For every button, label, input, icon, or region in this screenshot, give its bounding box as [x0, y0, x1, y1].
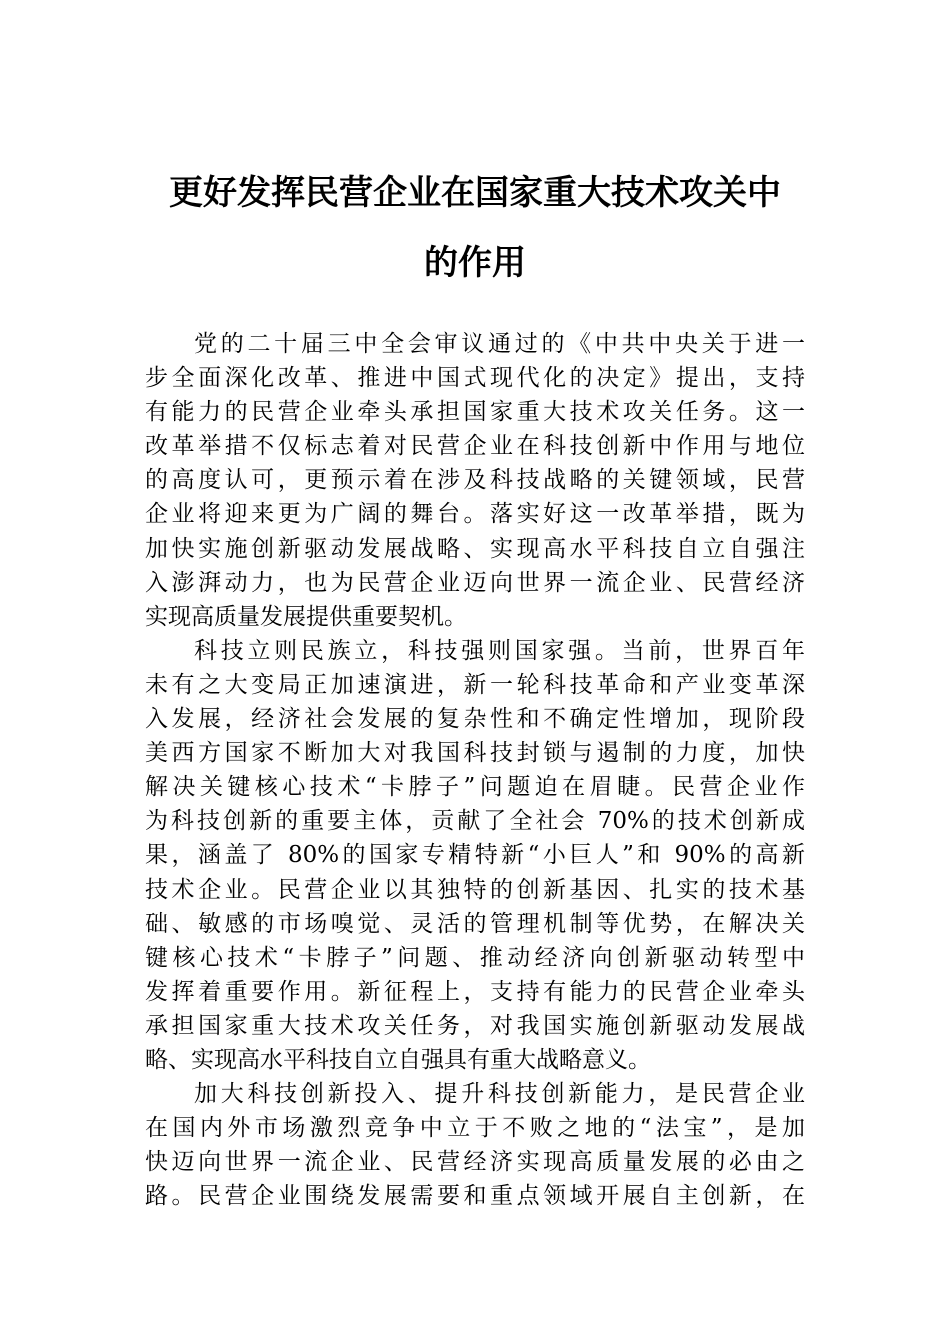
paragraph: [145, 1077, 805, 1213]
paragraph-line: 础、敏感的市场嗅觉、灵活的管理机制等优势，在解决关: [145, 910, 805, 937]
paragraph-line: 技术企业。民营企业以其独特的创新基因、扎实的技术基: [145, 876, 805, 903]
paragraph-line: 改革举措不仅标志着对民营企业在科技创新中作用与地位: [145, 433, 805, 460]
paragraph-line: 果，涵盖了 80%的国家专精特新“小巨人”和 90%的高新: [145, 842, 805, 869]
paragraph-line: 解决关键核心技术“卡脖子”问题迫在眉睫。民营企业作: [145, 774, 805, 801]
paragraph-line: 承担国家重大技术攻关任务，对我国实施创新驱动发展战: [145, 1012, 805, 1039]
paragraph-line: 为科技创新的重要主体，贡献了全社会 70%的技术创新成: [145, 808, 805, 835]
paragraph-line: 键核心技术“卡脖子”问题、推动经济向创新驱动转型中: [145, 944, 805, 971]
paragraph-line: 快迈向世界一流企业、民营经济实现高质量发展的必由之: [145, 1149, 805, 1176]
paragraph: [145, 327, 805, 634]
title-line-1: 更好发挥民营企业在国家重大技术攻关中: [169, 173, 781, 213]
paragraph-line: 入澎湃动力，也为民营企业迈向世界一流企业、民营经济: [145, 569, 805, 596]
paragraph-line: 在国内外市场激烈竞争中立于不败之地的“法宝”，是加: [145, 1115, 805, 1142]
paragraph-line: 实现高质量发展提供重要契机。: [145, 603, 467, 630]
paragraph-line: 企业将迎来更为广阔的舞台。落实好这一改革举措，既为: [145, 501, 805, 528]
paragraph: [145, 634, 805, 1077]
paragraph-line: 有能力的民营企业牵头承担国家重大技术攻关任务。这一: [145, 399, 805, 426]
paragraph-line: 党的二十届三中全会审议通过的《中共中央关于进一: [194, 331, 805, 357]
paragraph-line: 发挥着重要作用。新征程上，支持有能力的民营企业牵头: [145, 978, 805, 1005]
document-title: [140, 158, 810, 298]
document-body: [145, 327, 805, 1213]
paragraph-line: 入发展，经济社会发展的复杂性和不确定性增加，现阶段: [145, 706, 805, 733]
paragraph-line: 未有之大变局正加速演进，新一轮科技革命和产业变革深: [145, 671, 805, 698]
paragraph-line: 路。民营企业围绕发展需要和重点领域开展自主创新，在: [145, 1183, 805, 1210]
paragraph-line: 步全面深化改革、推进中国式现代化的决定》提出，支持: [145, 365, 805, 392]
paragraph-line: 加大科技创新投入、提升科技创新能力，是民营企业: [194, 1081, 805, 1108]
paragraph-line: 科技立则民族立，科技强则国家强。当前，世界百年: [194, 637, 805, 664]
title-line-2: 的作用: [424, 243, 526, 283]
paragraph-line: 的高度认可，更预示着在涉及科技战略的关键领域，民营: [145, 467, 805, 494]
paragraph-line: 加快实施创新驱动发展战略、实现高水平科技自立自强注: [145, 535, 805, 562]
paragraph-line: 略、实现高水平科技自立自强具有重大战略意义。: [145, 1046, 651, 1073]
paragraph-line: 美西方国家不断加大对我国科技封锁与遏制的力度，加快: [145, 740, 805, 767]
